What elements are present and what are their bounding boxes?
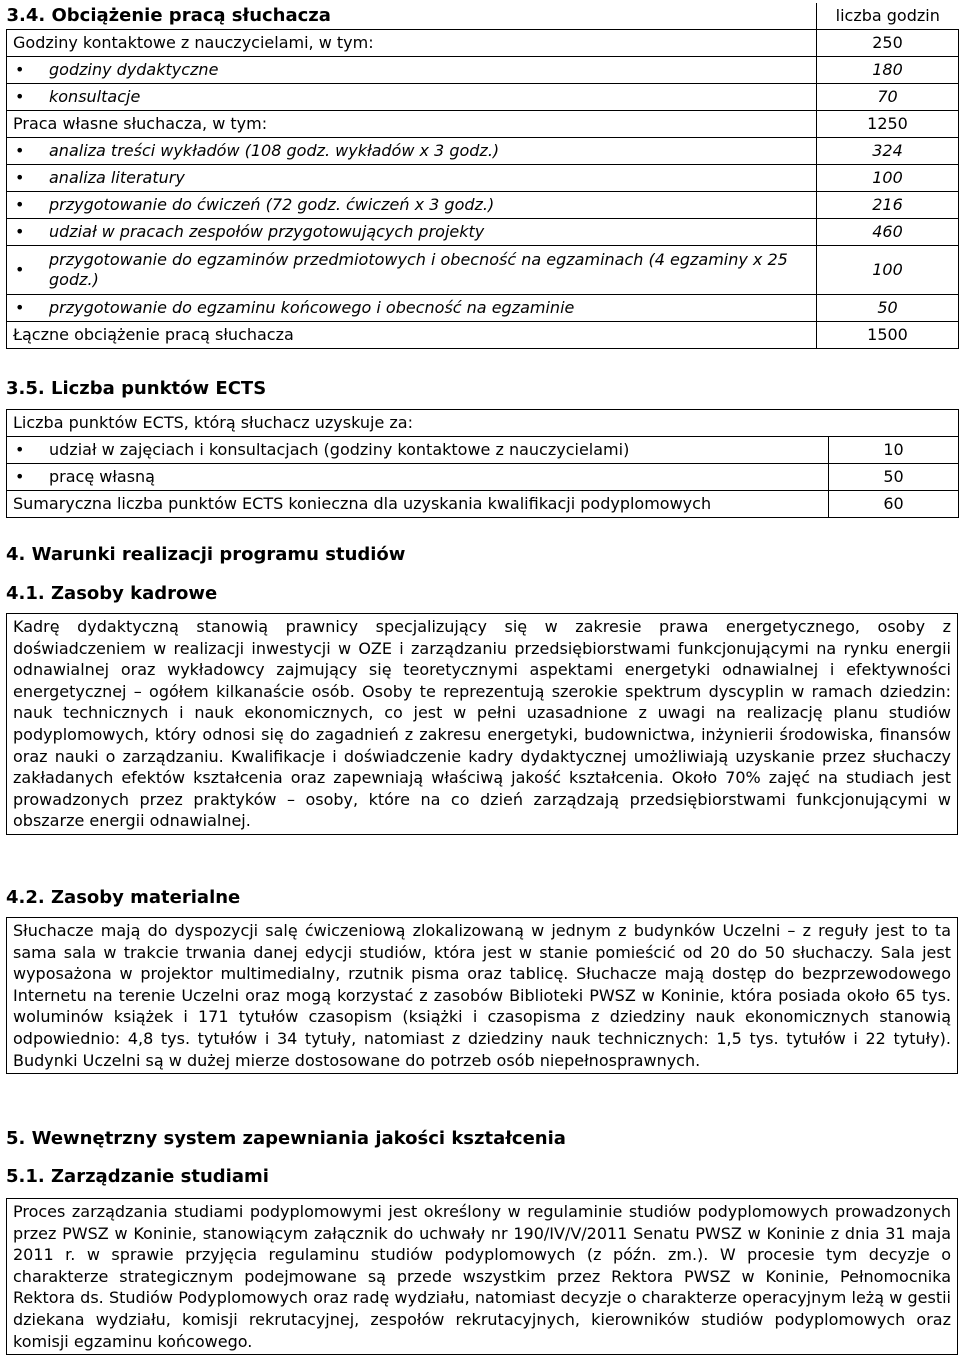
row-value: 100	[817, 246, 959, 295]
section-3-5-title: 3.5. Liczba punktów ECTS	[6, 378, 267, 399]
row-label: • udział w pracach zespołów przygotowujących projekty	[7, 219, 817, 246]
row-value: 50	[829, 464, 959, 491]
row-label: • udział w zajęciach i konsultacjach (godziny kontaktowe z nauczycielami)	[7, 437, 829, 464]
row-label: Godziny kontaktowe z nauczycielami, w tym:	[7, 30, 817, 57]
row-label: • konsultacje	[7, 84, 817, 111]
section-4-1-text: Kadrę dydaktyczną stanowią prawnicy specjalizujący się w zakresie prawa energetycznego, osoby z doświadczeniem w realizacji inwestycji w OZE i zarządzaniu przedsiębiorstwami funkcjonującymi na rynku energii odnawialnej oraz wykładowcy zajmujący się teoretycznymi aspektami energetyki odnawialnej i efektywności energetycznej – ogółem kilkanaście osób. Osoby te reprezentują szerokie spektrum dyscyplin w ramach dziedzin: nauk technicznych i nauk ekonomicznych, co jest w pełni uzasadnione z uwagi na realizację planu studiów podyplomowych, który odnosi się do zagadnień z zakresu energetyki, budownictwa, inżynierii środowiska, finansów oraz nauki o zarządzaniu. Kwalifikacje i doświadczenie kadry dydaktycznej umożliwiają uzyskanie przez słuchaczy zakładanych efektów kształcenia oraz zapewniają właściwą jakość kształcenia. Około 70% zajęć na studiach jest prowadzonych przez praktyków – osoby, które na co dzień zarządzają przedsiębiorstwami funkcjonującymi w obszarze energii odnawialnej.	[6, 613, 958, 835]
row-value: 1500	[817, 322, 959, 349]
table-row	[7, 30, 959, 57]
table-row	[7, 165, 959, 192]
table-row	[7, 57, 959, 84]
row-value: 324	[817, 138, 959, 165]
row-value: 180	[817, 57, 959, 84]
section-4-2-text: Słuchacze mają do dyspozycji salę ćwiczeniową zlokalizowaną w jednym z budynków Uczelni – z reguły jest to ta sama sala w trakcie trwania danej edycji studiów, która jest w stanie pomieścić od 20 do 50 słuchaczy. Sala jest wyposażona w projektor multimedialny, rzutnik pisma oraz tablicę. Słuchacze mają dostęp do bezprzewodowego Internetu na terenie Uczelni oraz mogą korzystać z zasobów Biblioteki PWSZ w Koninie, która posiada około 65 tys. woluminów książek i 171 tytułów czasopism (książki i czasopisma z dziedziny nauk ekonomicznych stanowią odpowiednio: 4,8 tys. tytułów i 34 tytuły, natomiast z dziedziny nauk technicznych: 1,5 tys. tytułów i 22 tytuły). Budynki Uczelni są w dużej mierze dostosowane do potrzeb osób niepełnosprawnych.	[6, 917, 958, 1074]
ects-table	[6, 409, 959, 518]
table-row	[7, 138, 959, 165]
row-label: • przygotowanie do egzaminu końcowego i obecność na egzaminie	[7, 295, 817, 322]
section-5-title: 5. Wewnętrzny system zapewniania jakości kształcenia	[6, 1128, 566, 1149]
table-row	[7, 111, 959, 138]
row-label: Praca własne słuchacza, w tym:	[7, 111, 817, 138]
table-row	[7, 84, 959, 111]
row-label: • pracę własną	[7, 464, 829, 491]
workload-table	[6, 3, 959, 349]
row-value: 216	[817, 192, 959, 219]
row-value: 70	[817, 84, 959, 111]
table-row	[7, 491, 959, 518]
table-row	[7, 246, 959, 295]
section-5-1-title: 5.1. Zarządzanie studiami	[6, 1166, 269, 1187]
ects-intro-row	[7, 410, 959, 437]
ects-intro: Liczba punktów ECTS, którą słuchacz uzyskuje za:	[7, 410, 959, 437]
row-label: Łączne obciążenie pracą słuchacza	[7, 322, 817, 349]
workload-header-row	[7, 3, 959, 30]
row-label: • analiza treści wykładów (108 godz. wykładów x 3 godz.)	[7, 138, 817, 165]
row-value: 60	[829, 491, 959, 518]
row-label: • analiza literatury	[7, 165, 817, 192]
row-label: • przygotowanie do egzaminów przedmiotowych i obecność na egzaminach (4 egzaminy x 25 godz.)	[7, 246, 817, 295]
row-value: 100	[817, 165, 959, 192]
table-row	[7, 437, 959, 464]
table-row	[7, 295, 959, 322]
row-value: 250	[817, 30, 959, 57]
row-label: • przygotowanie do ćwiczeń (72 godz. ćwiczeń x 3 godz.)	[7, 192, 817, 219]
row-label: Sumaryczna liczba punktów ECTS konieczna dla uzyskania kwalifikacji podyplomowych	[7, 491, 829, 518]
row-value: 50	[817, 295, 959, 322]
table-row	[7, 322, 959, 349]
row-value: 10	[829, 437, 959, 464]
table-row	[7, 192, 959, 219]
hours-column-header: liczba godzin	[817, 3, 959, 30]
row-value: 1250	[817, 111, 959, 138]
section-4-2-title: 4.2. Zasoby materialne	[6, 887, 241, 908]
row-label: • godziny dydaktyczne	[7, 57, 817, 84]
row-value: 460	[817, 219, 959, 246]
section-5-1-text: Proces zarządzania studiami podyplomowymi jest określony w regulaminie studiów podyplomowych prowadzonych przez PWSZ w Koninie, stanowiącym załącznik do uchwały nr 190/IV/V/2011 Senatu PWSZ w Koninie z dnia 31 maja 2011 r. w sprawie przyjęcia regulaminu studiów podyplomowych (z późn. zm.). W procesie tym decyzje o charakterze strategicznym podejmowane są przede wszystkim przez Rektora PWSZ w Koninie, Pełnomocnika Rektora ds. Studiów Podyplomowych oraz radę wydziału, natomiast decyzje o charakterze operacyjnym leżą w gestii dziekana wydziału, komisji rekrutacyjnej, zespołów rekrutacyjnych, kierowników studiów podyplomowych oraz komisji egzaminu końcowego.	[6, 1198, 958, 1355]
section-4-title: 4. Warunki realizacji programu studiów	[6, 544, 406, 565]
table-row	[7, 464, 959, 491]
section-3-4-title: 3.4. Obciążenie pracą słuchacza	[7, 3, 817, 30]
section-4-1-title: 4.1. Zasoby kadrowe	[6, 583, 218, 604]
table-row	[7, 219, 959, 246]
